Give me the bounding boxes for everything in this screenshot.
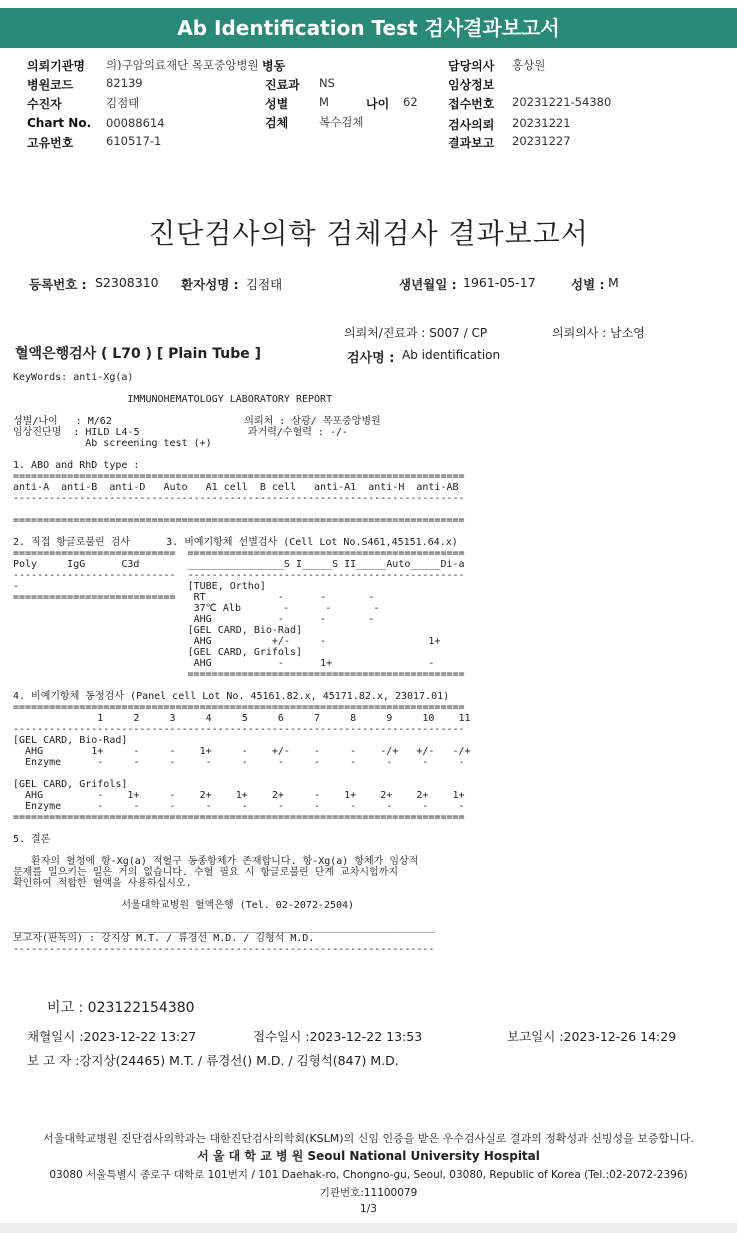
collector-label: 수진자 xyxy=(27,97,62,111)
age-value: 62 xyxy=(403,95,418,109)
hospital-label: 의뢰기관명 xyxy=(27,59,85,73)
chart-label: Chart No. xyxy=(27,116,92,130)
certification-text: 서울대학교병원 진단검사의학과는 대한진단검사의학회(KSLM)의 신임 인증을 받은 우수검사실로 결과의 정확성과 신빙성을 보증합니다. xyxy=(43,1132,694,1145)
receipt-value: 20231221-54380 xyxy=(512,95,612,109)
note-label: 비고 : xyxy=(47,1000,84,1016)
report-time-label: 보고일시 : xyxy=(507,1029,564,1044)
receipt-label: 접수번호 xyxy=(448,97,495,111)
note-line xyxy=(47,997,195,1017)
collect-label: 채혈일시 : xyxy=(27,1029,84,1044)
report-sex-value: M xyxy=(608,275,619,290)
doctor-value: 홍상원 xyxy=(512,58,546,72)
report-banner: Ab Identification Test 검사결과보고서 xyxy=(0,8,737,48)
patient-name-value: 김점태 xyxy=(246,277,283,292)
patient-name-label: 환자성명 : xyxy=(181,277,239,292)
unique-label: 고유번호 xyxy=(27,136,74,150)
specimen-label: 검체 xyxy=(265,116,289,130)
testname-label: 검사명 : xyxy=(347,351,395,366)
reporter-value: 강지상(24465) M.T. / 류경선() M.D. / 김형석(847) M.D. xyxy=(79,1053,399,1068)
sex-label: 성별 xyxy=(265,97,289,111)
dept-value: NS xyxy=(319,76,335,90)
sex-value: M xyxy=(319,95,329,109)
reporter-label: 보 고 자 : xyxy=(27,1053,80,1068)
chart-value: 00088614 xyxy=(106,116,165,130)
note-value: 023122154380 xyxy=(87,1000,195,1016)
age-label: 나이 xyxy=(366,97,390,111)
dept-label: 진료과 xyxy=(265,78,300,92)
institution-number: 기관번호:11100079 xyxy=(319,1187,418,1199)
footer-hospital-name: 서 울 대 학 교 병 원 Seoul National University Hospital xyxy=(197,1149,540,1163)
clinical-label: 임상정보 xyxy=(448,78,495,92)
dob-value: 1961-05-17 xyxy=(463,275,536,290)
page-number: 1/3 xyxy=(360,1203,377,1215)
hospcode-label: 병원코드 xyxy=(27,78,74,92)
report-date-label: 결과보고 xyxy=(448,136,495,150)
report-sex-label: 성별 : xyxy=(571,277,605,292)
test-title: 혈액은행검사 ( L70 ) [ Plain Tube ] xyxy=(15,346,262,362)
lab-report-body: KeyWords: anti-Xg(a) IMMUNOHEMATOLOGY LABORATORY REPORT 성별/나이 : M/62 의뢰처 : 삼광/ 목포중앙병원 임상진단명 : HILD L4-5 과거력/수혈력 : -/- Ab screening test (+) 1. ABO and RhD type : =========================================================================== anti-A anti-B anti-D Auto A1 cell B cell anti-A1 anti-H anti-AB --------------------------------------------------------------------------- =========================================================================== 2. 직접 항글로불린 검사 3. 비예기항체 선별검사 (Cell Lot No.S461,45151.64.x) =========================== ============================================== Poly IgG C3d ________________S I_____S II_____Auto_____Di-a --------------------------- ---------------------------------------------- - [TUBE, Ortho] =========================== RT - - - 37℃ Alb - - - AHG - - - [GEL CARD, Bio-Rad] AHG +/- - 1+ [GEL CARD, Grifols] AHG - 1+ - ============================================== 4. 비예기항체 동정검사 (Panel cell Lot No. 45161.82.x, 45171.82.x, 23017.01) =========================================================================== 1 2 3 4 5 6 7 8 9 10 11 --------------------------------------------------------------------------- [GEL CARD, Bio-Rad] AHG 1+ - - 1+ - +/- - - -/+ +/- -/+ Enzyme - - - - - - - - - - - [GEL CARD, Grifols] AHG - 1+ - 2+ 1+ 2+ - 1+ 2+ 2+ 1+ Enzyme - - - - - - - - - - - =========================================================================== 5. 결론 환자의 혈청에 항-Xg(a) 적혈구 동종항체가 존재합니다. 항-Xg(a) 항체가 임상적 문제를 일으키는 일은 거의 없습니다. 수혈 필요 시 항글로불린 단계 교차시험까지 확인하여 적합한 혈액을 사용하십시오. 서울대학교병원 혈액은행 (Tel. 02-2072-2504) ______________________________________________________________________ 보고자(판독의) : 강지상 M.T. / 류경선 M.D. / 김형석 M.D. ---------------------------------------------------------------------- xyxy=(13,372,471,955)
dept-line: 의뢰처/진료과 : S007 / CP xyxy=(344,326,488,340)
page-bottom-bar xyxy=(0,1223,737,1233)
receive-label: 접수일시 : xyxy=(253,1029,310,1044)
collect-value: 2023-12-22 13:27 xyxy=(83,1029,197,1044)
testname-value: Ab identification xyxy=(402,348,501,362)
collector-value: 김점태 xyxy=(106,96,140,110)
doctor-label: 담당의사 xyxy=(448,59,495,73)
reg-label: 등록번호 : xyxy=(29,277,87,292)
reg-value: S2308310 xyxy=(95,275,159,290)
requesting-doctor-line: 의뢰의사 : 남소영 xyxy=(552,326,645,340)
specimen-value: 복수검체 xyxy=(319,115,364,129)
request-value: 20231221 xyxy=(512,116,571,130)
request-label: 검사의뢰 xyxy=(448,118,495,132)
reporter-line xyxy=(27,1051,399,1069)
hospcode-value: 82139 xyxy=(106,76,143,90)
report-title: 진단검사의학 검체검사 결과보고서 xyxy=(148,217,589,250)
receive-line xyxy=(253,1027,422,1045)
report-date-value: 20231227 xyxy=(512,134,571,148)
unique-value: 610517-1 xyxy=(106,134,162,148)
receive-value: 2023-12-22 13:53 xyxy=(309,1029,423,1044)
footer-address: 03080 서울특별시 종로구 대학로 101번지 / 101 Daehak-ro, Chongno-gu, Seoul, 03080, Republic of Korea (Tel.:02-2072-2396) xyxy=(49,1169,688,1181)
report-time-line xyxy=(507,1027,676,1045)
report-time-value: 2023-12-26 14:29 xyxy=(563,1029,677,1044)
collect-line xyxy=(27,1027,196,1045)
hospital-value: 의)구암의료재단 목포중앙병원 xyxy=(106,58,259,72)
dob-label: 생년월일 : xyxy=(399,277,457,292)
ward-label: 병동 xyxy=(262,59,286,73)
